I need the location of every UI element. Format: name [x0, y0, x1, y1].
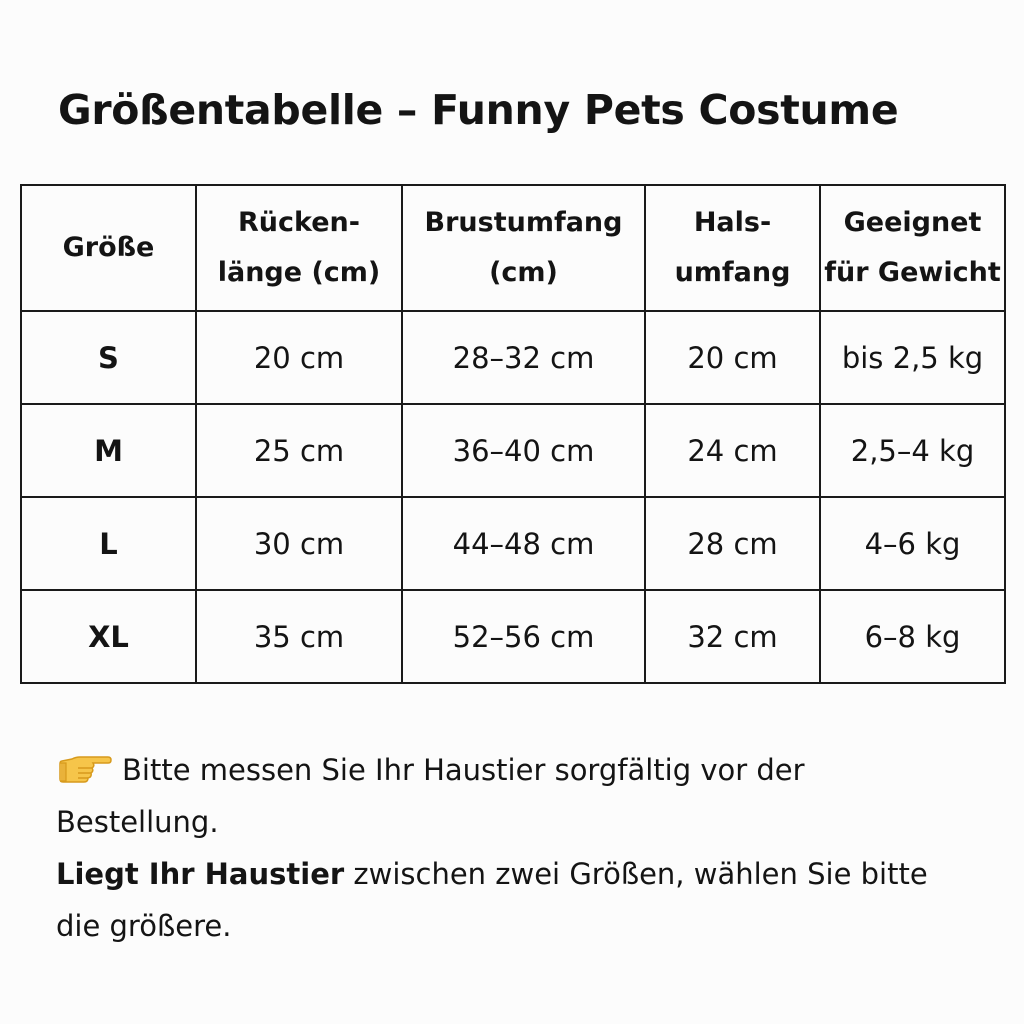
chest-girth-cell: 52–56 cm: [402, 590, 645, 683]
neck-girth-cell: 24 cm: [645, 404, 820, 497]
size-table: [20, 184, 1006, 684]
header-neck-girth-line2: umfang: [674, 257, 791, 288]
header-chest-girth: [402, 185, 645, 311]
header-suitable-weight: [820, 185, 1005, 311]
table-header-row: [21, 185, 1005, 311]
size-cell: L: [21, 497, 196, 590]
header-suitable-weight-line1: Geeignet: [843, 207, 982, 238]
neck-girth-cell: 28 cm: [645, 497, 820, 590]
header-chest-girth-line1: Brustumfang: [424, 207, 623, 238]
header-size-label: Größe: [62, 232, 155, 263]
header-suitable-weight-line2: für Gewicht: [824, 257, 1001, 288]
table-row: [21, 404, 1005, 497]
weight-cell: bis 2,5 kg: [820, 311, 1005, 404]
header-size: [21, 185, 196, 311]
measure-note: [56, 744, 976, 848]
size-advice-text: zwischen zwei Größen, wählen Sie bitte die größere.: [56, 857, 928, 943]
size-cell: M: [21, 404, 196, 497]
weight-cell: 2,5–4 kg: [820, 404, 1005, 497]
size-cell: XL: [21, 590, 196, 683]
header-chest-girth-line2: (cm): [489, 257, 558, 288]
back-length-cell: 35 cm: [196, 590, 402, 683]
back-length-cell: 30 cm: [196, 497, 402, 590]
chest-girth-cell: 28–32 cm: [402, 311, 645, 404]
back-length-cell: 20 cm: [196, 311, 402, 404]
header-back-length: [196, 185, 402, 311]
weight-cell: 4–6 kg: [820, 497, 1005, 590]
size-advice-bold: Liegt Ihr Haustier: [56, 857, 345, 891]
chest-girth-cell: 36–40 cm: [402, 404, 645, 497]
header-neck-girth: [645, 185, 820, 311]
table-row: [21, 311, 1005, 404]
pointing-hand-icon: [56, 749, 112, 783]
back-length-cell: 25 cm: [196, 404, 402, 497]
table-row: [21, 497, 1005, 590]
weight-cell: 6–8 kg: [820, 590, 1005, 683]
notes: [56, 744, 976, 952]
table-row: [21, 590, 1005, 683]
header-neck-girth-line1: Hals-: [693, 207, 772, 238]
neck-girth-cell: 20 cm: [645, 311, 820, 404]
header-back-length-line2: länge (cm): [217, 257, 381, 288]
page-title: Größentabelle – Funny Pets Costume: [58, 86, 899, 134]
neck-girth-cell: 32 cm: [645, 590, 820, 683]
measure-note-text: Bitte messen Sie Ihr Haustier sorgfältig vor der Bestellung.: [56, 753, 805, 839]
size-cell: S: [21, 311, 196, 404]
size-advice-note: [56, 848, 976, 952]
header-back-length-line1: Rücken-: [238, 207, 360, 238]
chest-girth-cell: 44–48 cm: [402, 497, 645, 590]
